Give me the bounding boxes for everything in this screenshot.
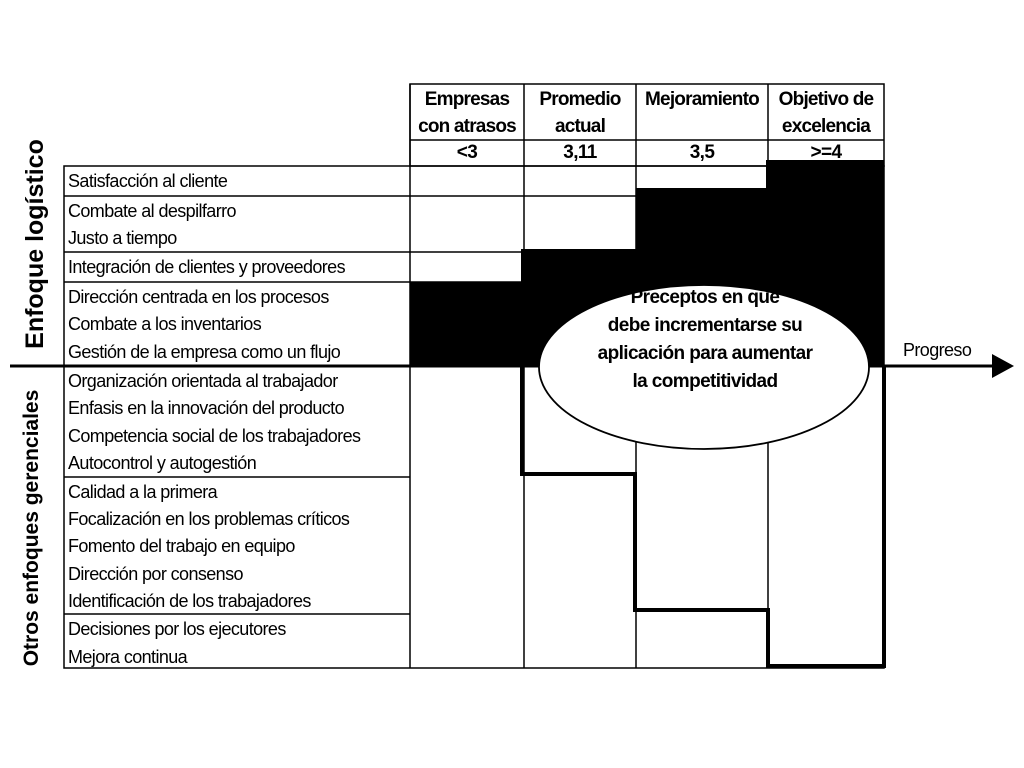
- group-label-managerial: Otros enfoques gerenciales: [20, 389, 43, 667]
- row-label: Calidad a la primera: [68, 482, 218, 502]
- progress-arrow-head: [992, 354, 1014, 378]
- row-label: Autocontrol y autogestión: [68, 453, 257, 473]
- row-label: Competencia social de los trabajadores: [68, 426, 361, 446]
- row-label: Dirección por consenso: [68, 564, 243, 584]
- row-label: Decisiones por los ejecutores: [68, 619, 286, 639]
- column-header: Mejoramiento: [645, 89, 759, 110]
- row-label: Focalización en los problemas críticos: [68, 509, 350, 529]
- row-label: Organización orientada al trabajador: [68, 371, 338, 391]
- column-header: Empresas con atrasos: [418, 89, 516, 137]
- progress-label: Progreso: [903, 340, 972, 360]
- column-header: Objetivo de excelencia: [778, 89, 874, 137]
- column-header: Promedio actual: [539, 89, 621, 137]
- ellipse-text: Preceptos en que debe incrementarse su aplicación para aumentar la competitividad: [597, 287, 813, 392]
- row-label: Mejora continua: [68, 647, 188, 667]
- row-label: Dirección centrada en los procesos: [68, 287, 329, 307]
- row-label: Justo a tiempo: [68, 228, 177, 248]
- row-label: Satisfacción al cliente: [68, 171, 228, 191]
- column-value: <3: [456, 142, 478, 163]
- column-value: 3,5: [689, 142, 715, 163]
- group-label-logistic: Enfoque logístico: [21, 139, 49, 349]
- row-label: Gestión de la empresa como un flujo: [68, 342, 341, 362]
- row-label: Identificación de los trabajadores: [68, 591, 311, 611]
- column-value: 3,11: [563, 142, 597, 163]
- row-label: Fomento del trabajo en equipo: [68, 536, 295, 556]
- row-label: Combate a los inventarios: [68, 314, 262, 334]
- row-label: Combate al despilfarro: [68, 201, 236, 221]
- row-label: Enfasis en la innovación del producto: [68, 398, 344, 418]
- column-value: >=4: [810, 142, 842, 163]
- row-label: Integración de clientes y proveedores: [68, 257, 345, 277]
